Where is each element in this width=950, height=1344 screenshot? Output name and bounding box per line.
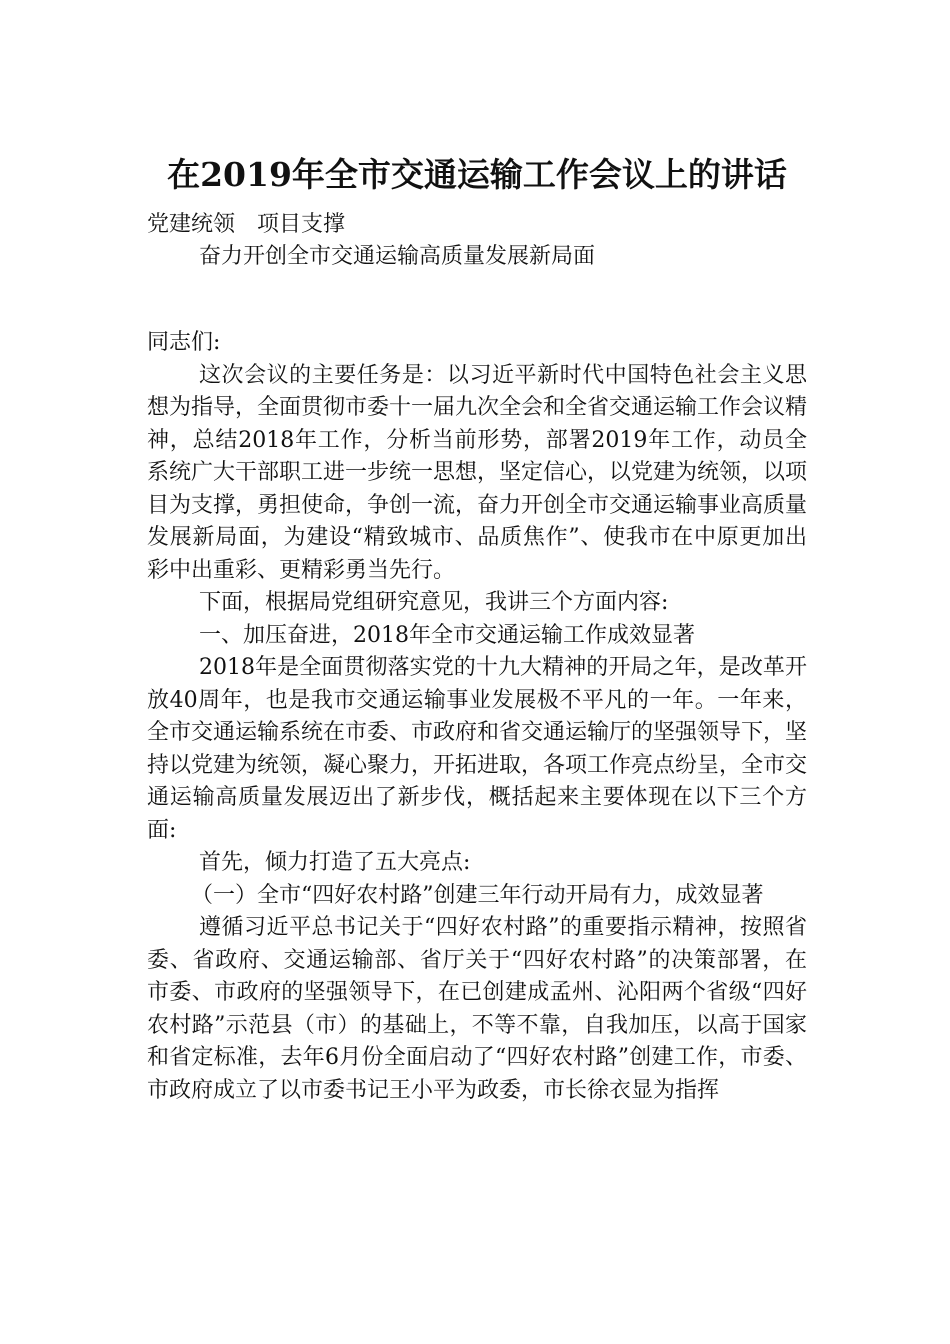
salutation: 同志们: xyxy=(147,330,221,355)
document-subtitle-line-2: 奋力开创全市交通运输高质量发展新局面 xyxy=(199,244,596,269)
body-paragraph: 下面，根据局党组研究意见，我讲三个方面内容: xyxy=(199,590,669,615)
body-paragraph: 2018年是全面贯彻落实党的十九大精神的开局之年，是改革开放40周年，也是我市交通运输事业发展极不平凡的一年。一年来，全市交通运输系统在市委、市政府和省交通运输厅的坚强领导下，坚持以党建为统领，凝心聚力，开拓进取，各项工作亮点纷呈，全市交通运输高质量发展迈出了新步伐，概括起来主要体现在以下三个方面: xyxy=(147,655,808,843)
body-paragraph: 这次会议的主要任务是：以习近平新时代中国特色社会主义思想为指导，全面贯彻市委十一届九次全会和全省交通运输工作会议精神，总结2018年工作，分析当前形势，部署2019年工作，动员全系统广大干部职工进一步统一思想，坚定信心，以党建为统领，以项目为支撑，勇担使命，争创一流，奋力开创全市交通运输事业高质量发展新局面，为建设“精致城市、品质焦作”、使我市在中原更加出彩中出重彩、更精彩勇当先行。 xyxy=(147,362,808,583)
body-paragraph: 遵循习近平总书记关于“四好农村路”的重要指示精神，按照省委、省政府、交通运输部、省厅关于“四好农村路”的决策部署，在市委、市政府的坚强领导下，在已创建成孟州、沁阳两个省级“四好农村路”示范县（市）的基础上，不等不靠，自我加压，以高于国家和省定标准，去年6月份全面启动了“四好农村路”创建工作，市委、市政府成立了以市委书记王小平为政委，市长徐衣显为指挥 xyxy=(147,915,807,1103)
document-body xyxy=(147,327,807,1107)
body-paragraph: 首先，倾力打造了五大亮点: xyxy=(199,850,471,875)
document-title: 在2019年全市交通运输工作会议上的讲话 xyxy=(167,155,787,194)
section-heading: 一、加压奋进，2018年全市交通运输工作成效显著 xyxy=(199,622,695,648)
subsection-heading: （一）全市“四好农村路”创建三年行动开局有力，成效显著 xyxy=(191,882,764,908)
document-subtitle-line-1: 党建统领 项目支撑 xyxy=(147,212,346,237)
